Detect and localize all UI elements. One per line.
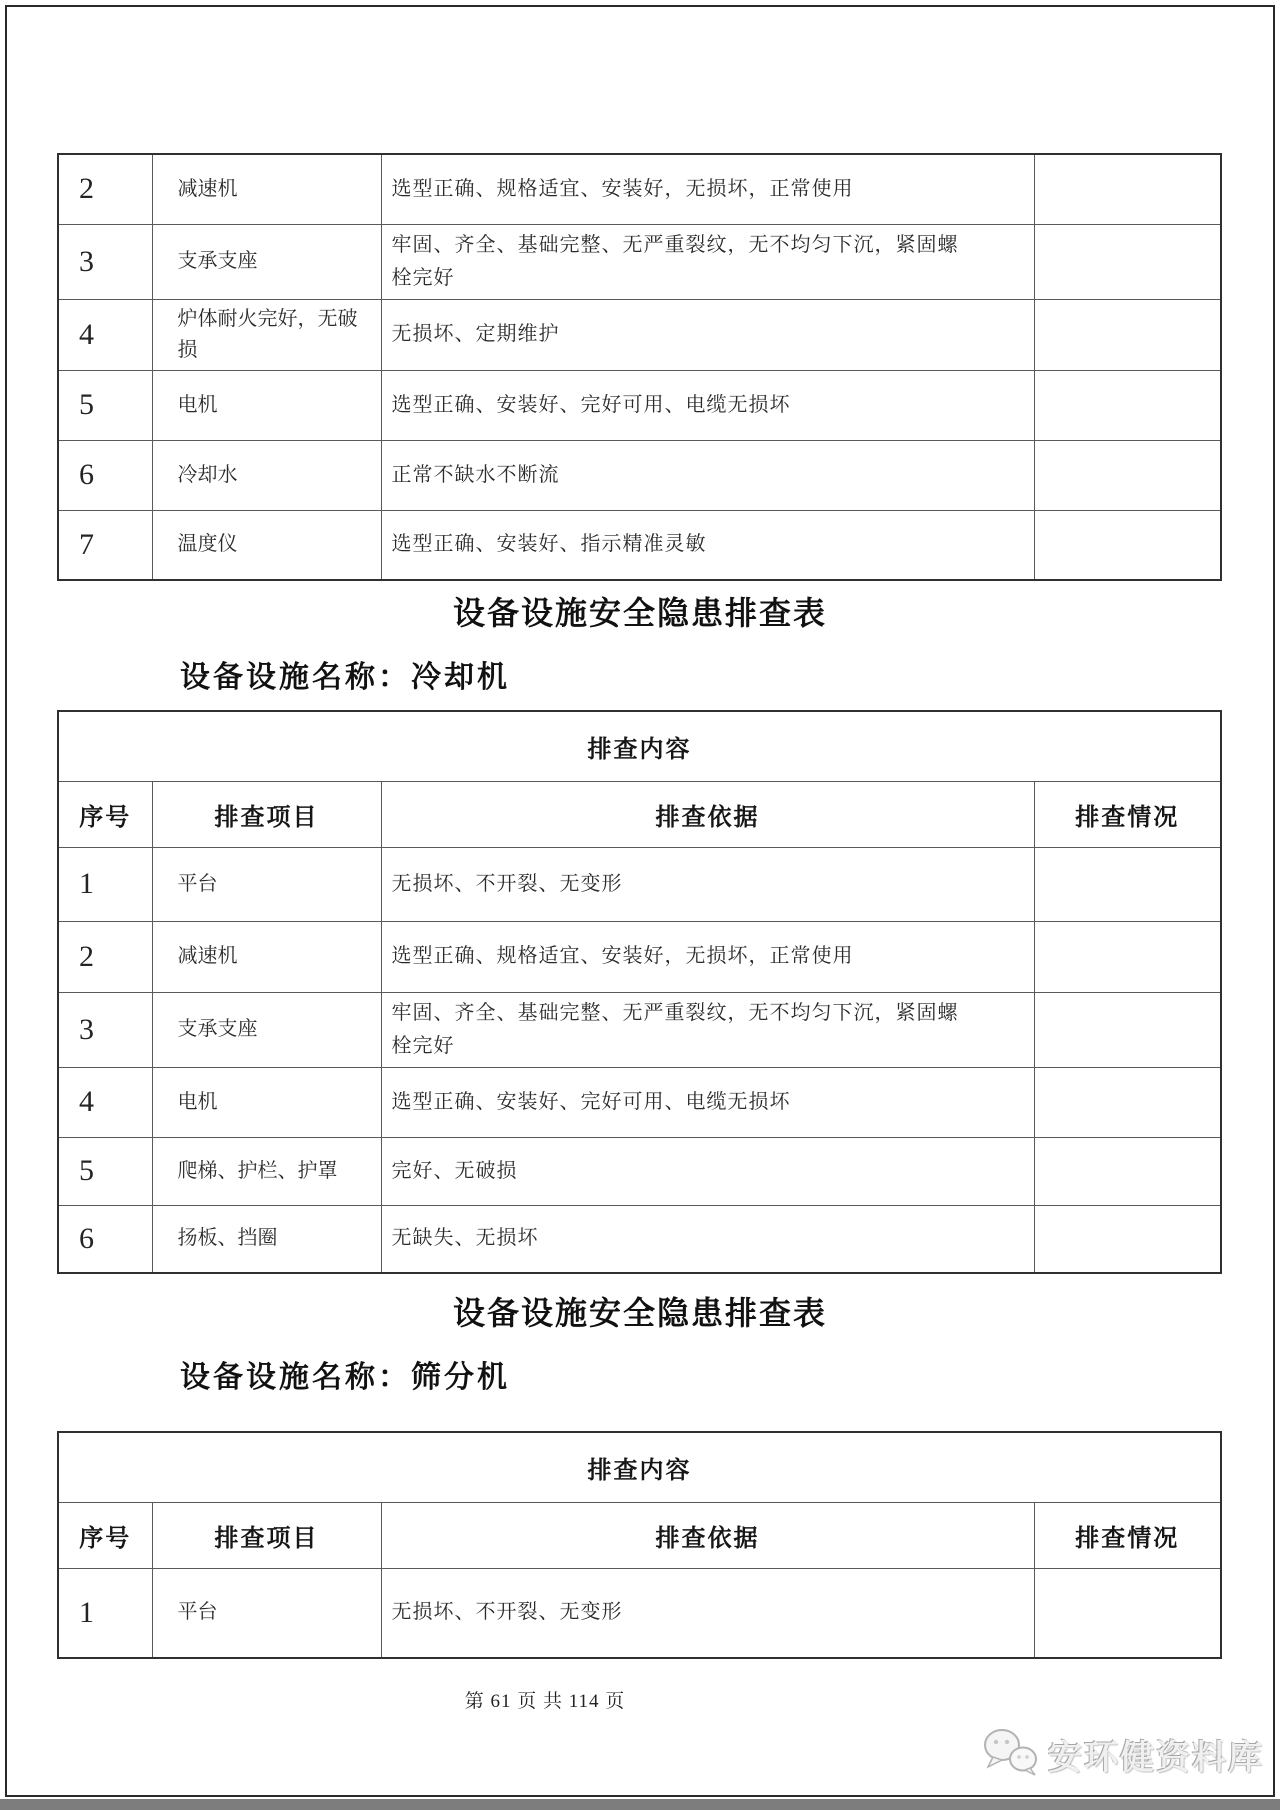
section2-subtitle: 设备设施名称：冷却机	[180, 661, 510, 694]
item-cell: 炉体耐火完好，无破损	[152, 299, 381, 370]
item-cell: 温度仪	[152, 510, 381, 580]
item-col-header: 排查项目	[152, 781, 381, 847]
seq-cell: 4	[58, 299, 152, 370]
table-row	[58, 299, 1221, 370]
watermark	[980, 1725, 1264, 1784]
seq-cell: 5	[58, 370, 152, 440]
table-row	[58, 992, 1221, 1067]
status-cell	[1034, 992, 1221, 1067]
basis-col-header: 排查依据	[381, 781, 1034, 847]
seq-cell: 2	[58, 154, 152, 224]
item-cell: 爬梯、护栏、护罩	[152, 1137, 381, 1205]
seq-cell: 3	[58, 992, 152, 1067]
item-cell: 冷却水	[152, 440, 381, 510]
status-cell	[1034, 1067, 1221, 1137]
basis-cell: 牢固、齐全、基础完整、无严重裂纹，无不均匀下沉，紧固螺栓完好	[381, 224, 1034, 299]
item-cell: 电机	[152, 1067, 381, 1137]
status-cell	[1034, 1137, 1221, 1205]
status-cell	[1034, 154, 1221, 224]
table-header: 排查内容	[58, 1432, 1221, 1502]
basis-cell: 无损坏、不开裂、无变形	[381, 847, 1034, 921]
seq-cell: 6	[58, 440, 152, 510]
item-col-header: 排查项目	[152, 1502, 381, 1568]
seq-cell: 5	[58, 1137, 152, 1205]
seq-cell: 4	[58, 1067, 152, 1137]
column-header-row	[58, 781, 1221, 847]
basis-cell: 正常不缺水不断流	[381, 440, 1034, 510]
inspection-table-top-partial	[57, 153, 1222, 581]
item-cell: 减速机	[152, 921, 381, 992]
status-cell	[1034, 1568, 1221, 1658]
table-header: 排查内容	[58, 711, 1221, 781]
table-row	[58, 154, 1221, 224]
seq-cell: 3	[58, 224, 152, 299]
watermark-text: 安环健资料库	[1048, 1739, 1264, 1777]
basis-cell: 选型正确、规格适宜、安装好，无损坏，正常使用	[381, 154, 1034, 224]
seq-cell: 2	[58, 921, 152, 992]
table-row	[58, 921, 1221, 992]
status-col-header: 排查情况	[1034, 781, 1221, 847]
basis-col-header: 排查依据	[381, 1502, 1034, 1568]
basis-cell: 无损坏、不开裂、无变形	[381, 1568, 1034, 1658]
section3-subtitle: 设备设施名称：筛分机	[180, 1361, 510, 1394]
page-number-footer: 第 61 页 共 114 页	[464, 1691, 626, 1712]
table-row	[58, 1067, 1221, 1137]
inspection-table-screener	[57, 1431, 1222, 1659]
basis-cell: 选型正确、安装好、指示精准灵敏	[381, 510, 1034, 580]
seq-col-header: 序号	[58, 781, 152, 847]
column-header-row	[58, 1502, 1221, 1568]
inspection-table-cooler	[57, 710, 1222, 1274]
status-cell	[1034, 847, 1221, 921]
status-cell	[1034, 440, 1221, 510]
status-col-header: 排查情况	[1034, 1502, 1221, 1568]
chat-bubbles-logo-icon	[980, 1725, 1042, 1784]
seq-cell: 6	[58, 1205, 152, 1273]
seq-cell: 1	[58, 847, 152, 921]
basis-cell: 选型正确、安装好、完好可用、电缆无损坏	[381, 1067, 1034, 1137]
status-cell	[1034, 370, 1221, 440]
basis-cell: 无缺失、无损坏	[381, 1205, 1034, 1273]
table-row	[58, 1568, 1221, 1658]
item-cell: 电机	[152, 370, 381, 440]
item-cell: 支承支座	[152, 992, 381, 1067]
status-cell	[1034, 921, 1221, 992]
item-cell: 扬板、挡圈	[152, 1205, 381, 1273]
table-row	[58, 370, 1221, 440]
item-cell: 支承支座	[152, 224, 381, 299]
table-row	[58, 1137, 1221, 1205]
table-row	[58, 440, 1221, 510]
bottom-gray-bar	[0, 1799, 1280, 1810]
seq-cell: 7	[58, 510, 152, 580]
table-header-row	[58, 1432, 1221, 1502]
status-cell	[1034, 510, 1221, 580]
item-cell: 平台	[152, 847, 381, 921]
seq-cell: 1	[58, 1568, 152, 1658]
table-row	[58, 1205, 1221, 1273]
basis-cell: 选型正确、规格适宜、安装好，无损坏，正常使用	[381, 921, 1034, 992]
basis-cell: 牢固、齐全、基础完整、无严重裂纹，无不均匀下沉，紧固螺栓完好	[381, 992, 1034, 1067]
status-cell	[1034, 224, 1221, 299]
section3-title: 设备设施安全隐患排查表	[452, 1295, 827, 1331]
seq-col-header: 序号	[58, 1502, 152, 1568]
basis-cell: 无损坏、定期维护	[381, 299, 1034, 370]
table-row	[58, 510, 1221, 580]
status-cell	[1034, 299, 1221, 370]
basis-cell: 完好、无破损	[381, 1137, 1034, 1205]
table-row	[58, 847, 1221, 921]
item-cell: 平台	[152, 1568, 381, 1658]
table-row	[58, 224, 1221, 299]
section2-title: 设备设施安全隐患排查表	[452, 595, 827, 631]
basis-cell: 选型正确、安装好、完好可用、电缆无损坏	[381, 370, 1034, 440]
status-cell	[1034, 1205, 1221, 1273]
table-header-row	[58, 711, 1221, 781]
item-cell: 减速机	[152, 154, 381, 224]
